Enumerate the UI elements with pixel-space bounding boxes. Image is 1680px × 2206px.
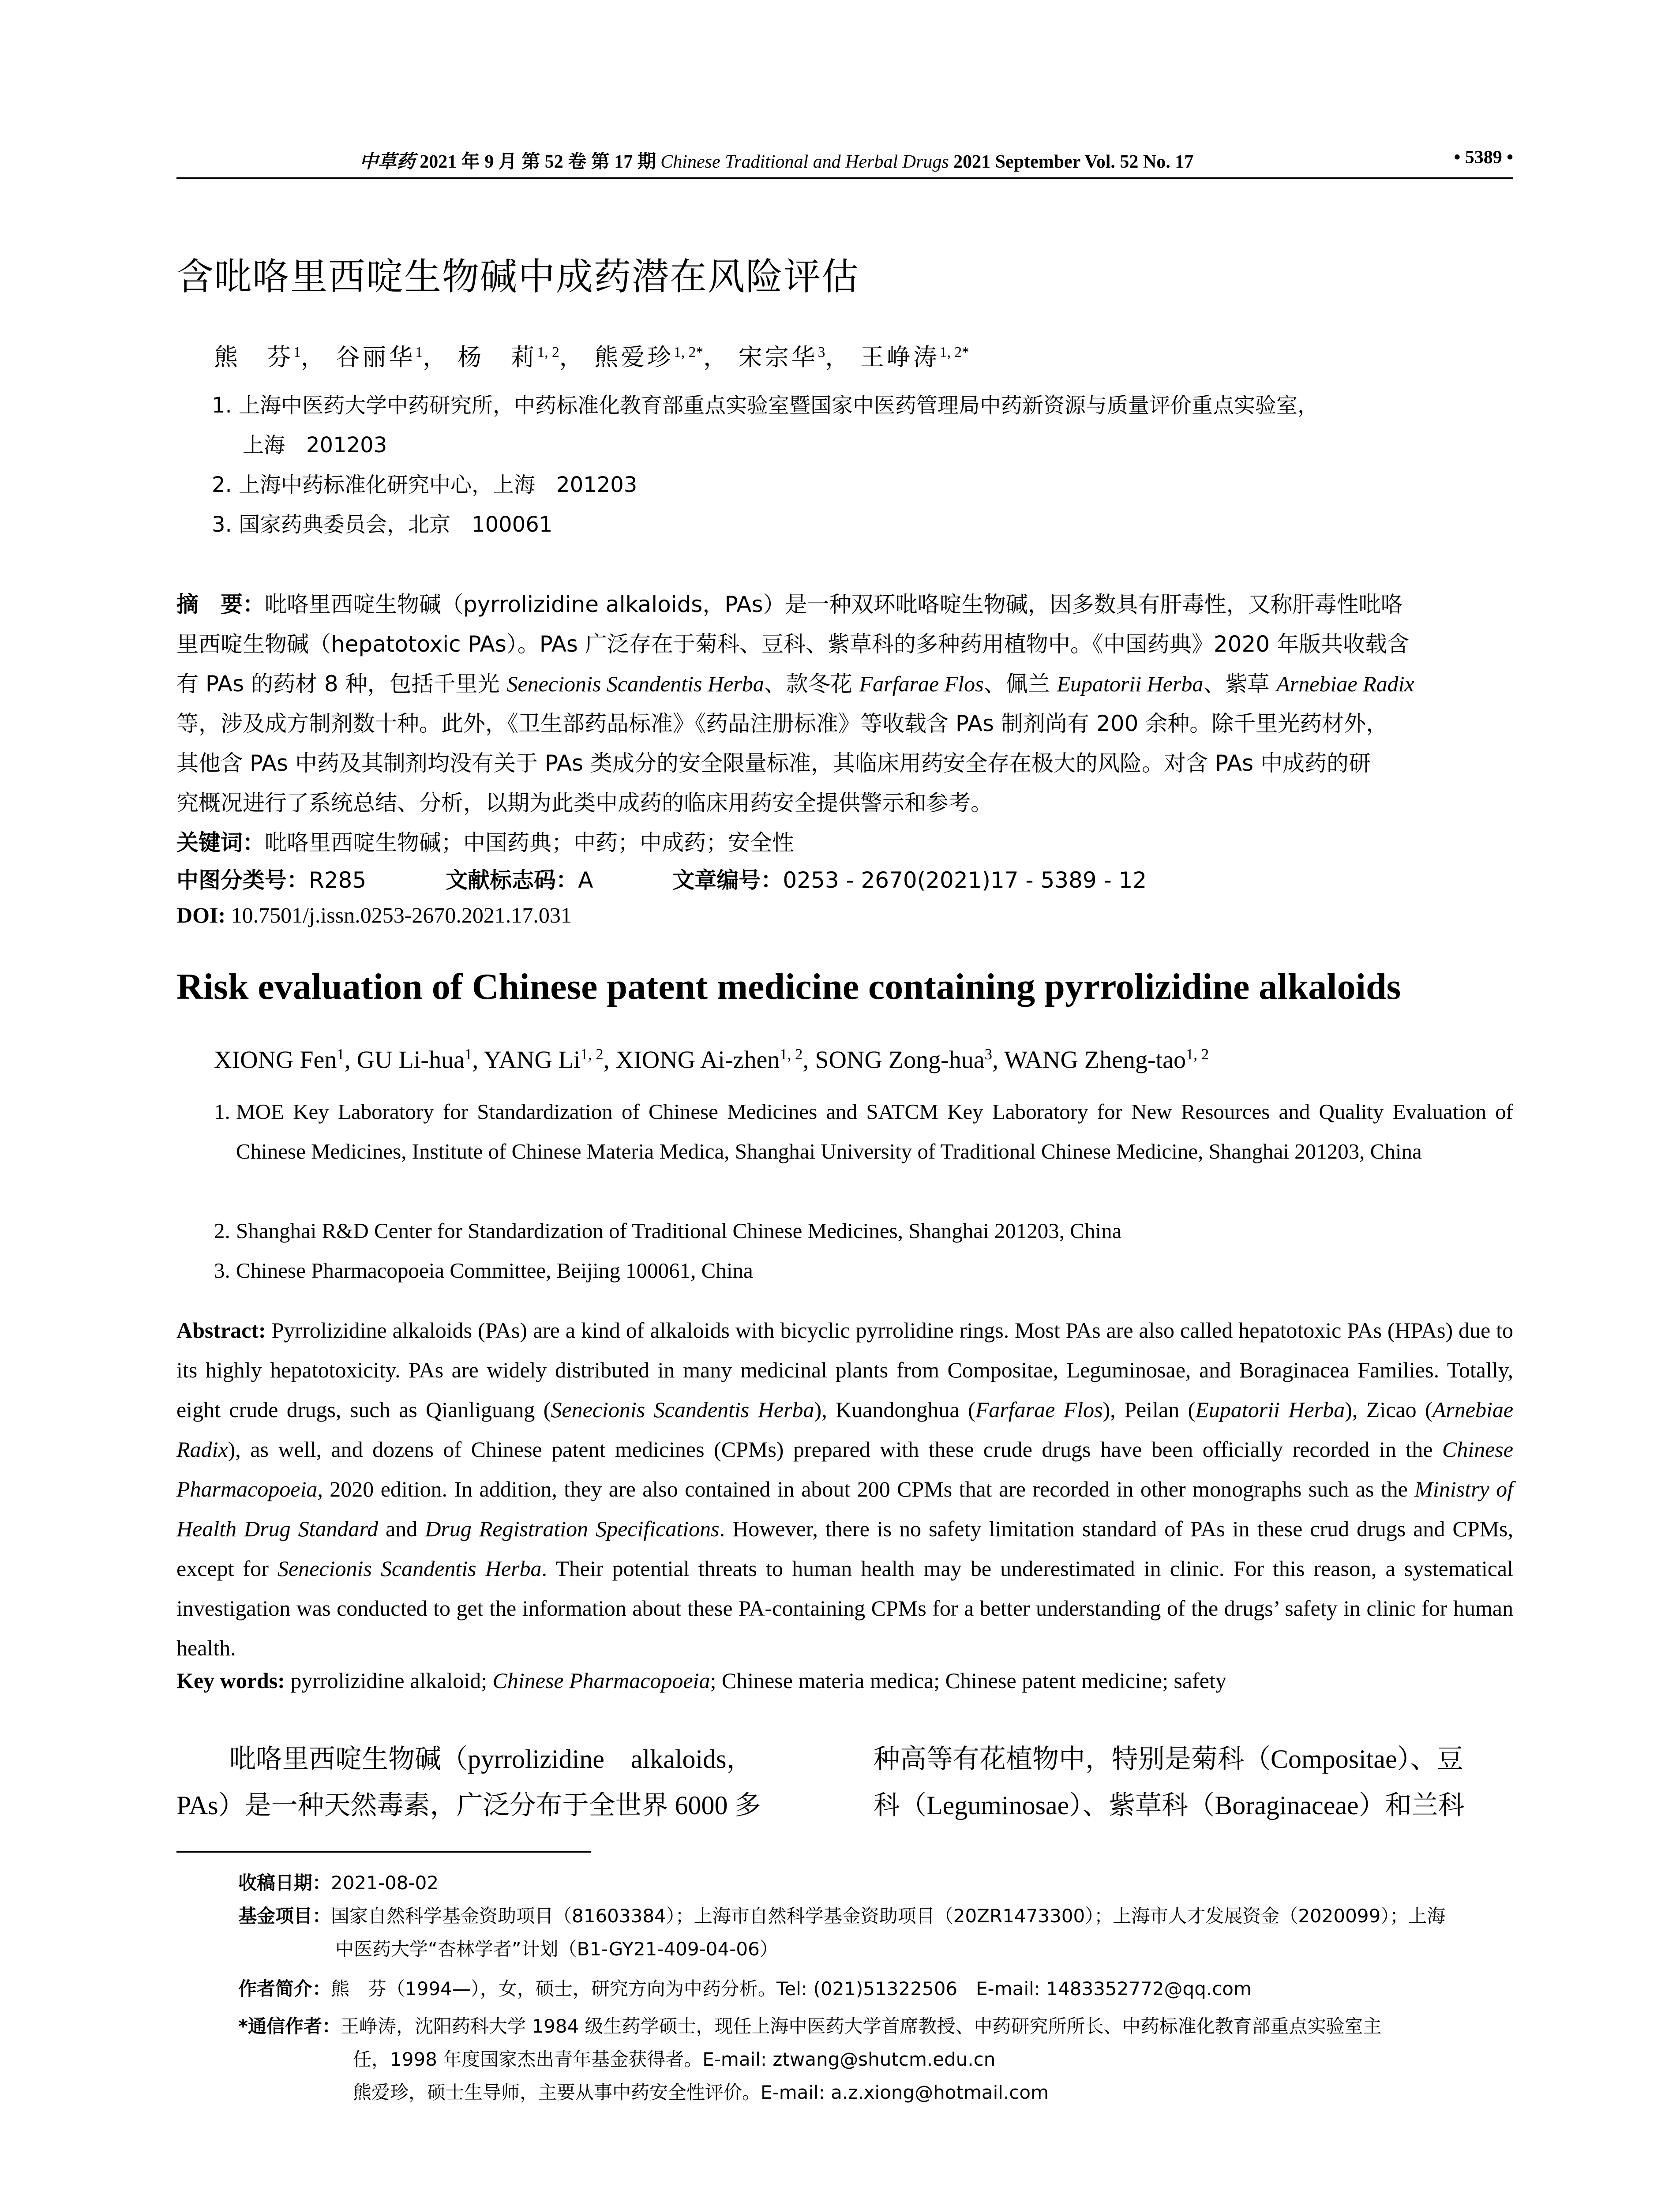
latin-name: Farfarae Flos [859, 672, 984, 696]
abstract-cn-text: 、款冬花 [764, 671, 859, 697]
affiliation-en-num: 2. [214, 1219, 230, 1243]
clc-label: 中图分类号： [176, 867, 309, 893]
abstract-cn-line [176, 587, 1403, 619]
abstract-en-text: Pyrrolizidine alkaloids (PAs) are a kind of alkaloids with bicyclic pyrrolidine rings. Most PAs are also called hepatotoxic PAs (HPAs) due to its highly hepatotoxicity. PAs are widely distributed in many medicinal plants from Compositae, Leguminosae, and Boraginacea Families. Totally, eight crude drugs, such as Qianliguang ( [176, 1318, 1513, 1422]
book-title: Chinese Pharmacopoeia [492, 1668, 710, 1693]
book-title: Chinese Pharmacopoeia [176, 1437, 1513, 1501]
clc-value: R285 [309, 867, 367, 893]
affiliation-en-text: Shanghai R&D Center for Standardization of Traditional Chinese Medicines, Shanghai 201203, China [236, 1219, 1122, 1243]
article-number-value: 0253 - 2670(2021)17 - 5389 - 12 [783, 867, 1147, 893]
author-cn-name: 熊 芬 [214, 344, 293, 371]
footnote-rule [176, 1851, 591, 1853]
issue-en: 2021 September Vol. 52 No. 17 [953, 152, 1194, 172]
keywords-cn-label: 关键词： [176, 830, 265, 855]
affiliation-en-num: 3. [214, 1258, 230, 1283]
abstract-en-label: Abstract: [176, 1318, 266, 1343]
abstract-cn-text: 、佩兰 [983, 671, 1057, 697]
footnote-fund [238, 1902, 1445, 1928]
affiliation-en-num: 1. [214, 1099, 230, 1124]
abstract-cn-line: 其他含 PAs 中药及其制剂均没有关于 PAs 类成分的安全限量标准，其临床用药安全存在极大的风险。对含 PAs 中成药的研 [176, 750, 1371, 776]
journal-name-cn: 中草药 [359, 150, 415, 172]
author-en-sup: 3 [984, 1046, 992, 1063]
abstract-en [176, 1310, 1513, 1668]
author-en-name: GU Li-hua [356, 1046, 465, 1074]
footnote-fund-cont: 中医药大学“杏林学者”计划（B1-GY21-409-04-06） [335, 1938, 778, 1960]
doc-code-label: 文献标志码： [446, 867, 578, 893]
abstract-en-text: ), as well, and dozens of Chinese patent medicines (CPMs) prepared with these crude drugs have been officially recorded in the [228, 1437, 1442, 1462]
latin-name: Senecionis Scandentis Herba [551, 1397, 814, 1422]
doc-code-value: A [578, 867, 593, 893]
journal-info [176, 147, 1376, 173]
keywords-cn [176, 825, 794, 857]
abstract-en-text: ), Peilan ( [1102, 1397, 1196, 1422]
keywords-en-text: pyrrolizidine alkaloid; [285, 1668, 493, 1693]
author-cn-sup: 1, 2* [939, 344, 969, 360]
affiliation-en-2 [214, 1211, 1513, 1251]
author-en-name: YANG Li [484, 1046, 581, 1074]
corresponding-text: 王峥涛，沈阳药科大学 1984 级生药学硕士，现任上海中医药大学首席教授、中药研究所所长、中药标准化教育部重点实验室主 [340, 2015, 1382, 2037]
body-line: 种高等有花植物中，特别是菊科（Compositae）、豆 [874, 1745, 1463, 1774]
running-header [176, 147, 1513, 173]
fund-label: 基金项目： [238, 1905, 331, 1927]
author-cn-name: 宋宗华 [738, 344, 818, 371]
keywords-en-text: ; Chinese materia medica; Chinese patent medicine; safety [710, 1668, 1226, 1693]
author-cn-sup: 1 [415, 344, 423, 360]
received-date: 2021-08-02 [331, 1872, 439, 1894]
abstract-cn-text: 吡咯里西啶生物碱（pyrrolizidine alkaloids，PAs）是一种双环吡咯啶生物碱，因多数具有肝毒性，又称肝毒性吡咯 [265, 592, 1403, 617]
affiliation-cn-1-cont: 上海 201203 [243, 433, 387, 458]
footnote-correspondence-cont: 任，1998 年度国家杰出青年基金获得者。E-mail: ztwang@shutcm.edu.cn [353, 2048, 996, 2070]
abstract-en-text: . Their potential threats to human health may be underestimated in clinic. For this reason, a systematical investigation was conducted to get the information about these PA-containing CPMs for a better understanding of the drugs’ safety in clinic for human health. [176, 1556, 1513, 1660]
page-title-cn: 含吡咯里西啶生物碱中成药潜在风险评估 [176, 255, 860, 298]
abstract-en-text: . However, there is no safety limitation standard of PAs in these crud drugs and CPMs, except for [176, 1516, 1513, 1581]
author-en-sup: 1 [464, 1046, 472, 1063]
authors-en: XIONG Fen$^1$, GU Li-hua$^1$, YANG Li$^{1, 2}$, XIONG Ai-zhen$^{1, 2}$, SONG Zong-hua$^3$, WANG Zheng-tao$^{1, 2}$ [214, 1046, 1209, 1074]
abstract-cn-line: 等，涉及成方制剂数十种。此外，《卫生部药品标准》《药品注册标准》等收载含 PAs 制剂尚有 200 余种。除千里光药材外， [176, 711, 1388, 736]
article-number-label: 文章编号： [672, 867, 783, 893]
abstract-cn-text: 有 PAs 的药材 8 种，包括千里光 [176, 671, 507, 697]
page-title-en: Risk evaluation of Chinese patent medicine containing pyrrolizidine alkaloids [176, 966, 1401, 1007]
abstract-en-text: ), Zicao ( [1345, 1397, 1432, 1422]
footnote-correspondence-2: 熊爱珍，硕士生导师，主要从事中药安全性评价。E-mail: a.z.xiong@hotmail.com [353, 2082, 1049, 2103]
doi-label: DOI: [176, 903, 226, 927]
affiliation-en-text: Chinese Pharmacopoeia Committee, Beijing 100061, China [236, 1258, 753, 1283]
author-en-name: WANG Zheng-tao [1004, 1046, 1186, 1074]
keywords-en-label: Key words: [176, 1668, 285, 1693]
journal-name-en: Chinese Traditional and Herbal Drugs [660, 152, 949, 172]
page-number: • 5389 • [1454, 147, 1513, 168]
authors-cn: 熊 芬$^1$， 谷丽华$^1$， 杨 莉$^{1, 2}$， 熊爱珍$^{1, 2*}$， 宋宗华$^3$， 王峥涛$^{1, 2*}$ [214, 344, 969, 371]
abstract-en-text: , 2020 edition. In addition, they are also contained in about 200 CPMs that are recorded in other monographs such as the [317, 1477, 1415, 1501]
body-column-right [874, 1736, 1513, 1829]
abstract-cn-label: 摘 要： [176, 592, 265, 617]
author-cn-sup: 1, 2 [537, 344, 559, 360]
keywords-cn-text: 吡咯里西啶生物碱；中国药典；中药；中成药；安全性 [265, 830, 794, 855]
abstract-en-text: and [378, 1516, 425, 1541]
abstract-cn-line: 里西啶生物碱（hepatotoxic PAs）。PAs 广泛存在于菊科、豆科、紫草科的多种药用植物中。《中国药典》2020 年版共收载含 [176, 631, 1409, 657]
abstract-cn-line [176, 666, 1414, 698]
author-en-name: XIONG Fen [214, 1046, 337, 1074]
latin-name: Senecionis Scandentis Herba [506, 672, 764, 696]
author-cn-name: 杨 莉 [458, 344, 537, 371]
author-cn-name: 谷丽华 [336, 344, 416, 371]
book-title: Ministry of Health Drug Standard [176, 1477, 1514, 1541]
footnote-author [238, 1974, 1252, 2001]
author-en-sup: 1, 2 [780, 1046, 803, 1063]
affiliation-en-3 [214, 1251, 1513, 1291]
fund-text: 国家自然科学基金资助项目（81603384）；上海市自然科学基金资助项目（20ZR1473300）；上海市人才发展资金（2020099）；上海 [331, 1905, 1446, 1927]
latin-name: Eupatorii Herba [1057, 672, 1204, 696]
book-title: Drug Registration Specifications [425, 1516, 720, 1541]
author-cn-name: 熊爱珍 [594, 344, 674, 371]
doi-value[interactable]: 10.7501/j.issn.0253-2670.2021.17.031 [231, 903, 572, 927]
author-en-name: SONG Zong-hua [815, 1046, 985, 1074]
classification-row [176, 863, 1147, 894]
author-cn-sup: 1 [293, 344, 301, 360]
latin-name: Senecionis Scandentis Herba [278, 1556, 542, 1581]
issue-cn: 2021 年 9 月 第 52 卷 第 17 期 [420, 152, 656, 172]
header-rule [176, 177, 1513, 179]
affiliation-en-1 [214, 1092, 1513, 1171]
received-label: 收稿日期： [238, 1872, 331, 1894]
latin-name: Eupatorii Herba [1195, 1397, 1345, 1422]
affiliation-cn-2: 2. 上海中药标准化研究中心，上海 201203 [212, 473, 638, 497]
abstract-en-text: ), Kuandonghua ( [814, 1397, 975, 1422]
body-line: 科（Leguminosae）、紫草科（Boraginaceae）和兰科 [874, 1791, 1465, 1820]
corresponding-label: *通信作者： [238, 2015, 341, 2037]
affiliation-en-text: MOE Key Laboratory for Standardization of Chinese Medicines and SATCM Key Laboratory for New Resources and Quality Evaluation of Chinese Medicines, Institute of Chinese Materia Medica, Shanghai University of Traditional Chinese Medicine, Shanghai 201203, China [236, 1099, 1513, 1163]
abstract-cn-text: 、紫草 [1203, 671, 1277, 697]
footnote-correspondence [238, 2012, 1382, 2038]
abstract-cn-line: 究概况进行了系统总结、分析，以期为此类中成药的临床用药安全提供警示和参考。 [176, 790, 993, 816]
author-cn-sup: 1, 2* [674, 344, 704, 360]
affiliation-cn-1: 1. 上海中医药大学中药研究所，中药标准化教育部重点实验室暨国家中医药管理局中药新资源与质量评价重点实验室， [212, 393, 1319, 418]
body-line: 吡咯里西啶生物碱（pyrrolizidine alkaloids， [229, 1745, 753, 1774]
body-column-left [176, 1736, 812, 1829]
author-en-sup: 1, 2 [580, 1046, 604, 1063]
affiliation-cn-3: 3. 国家药典委员会，北京 100061 [212, 512, 553, 537]
author-en-sup: 1 [337, 1046, 345, 1063]
keywords-en [176, 1668, 1226, 1693]
author-intro-label: 作者简介： [238, 1978, 331, 2000]
footnote-received [238, 1868, 439, 1895]
author-en-sup: 1, 2 [1186, 1046, 1209, 1063]
latin-name: Farfarae Flos [975, 1397, 1103, 1422]
author-cn-name: 王峥涛 [860, 344, 940, 371]
latin-name: Arnebiae Radix [176, 1397, 1514, 1462]
author-cn-sup: 3 [818, 344, 825, 360]
author-en-name: XIONG Ai-zhen [615, 1046, 780, 1074]
author-intro-text: 熊 芬（1994—），女，硕士，研究方向为中药分析。Tel: (021)51322506 E-mail: 1483352772@qq.com [331, 1978, 1252, 2000]
body-line: PAs）是一种天然毒素，广泛分布于全世界 6000 多 [176, 1791, 761, 1820]
doi [176, 902, 572, 928]
latin-name: Arnebiae Radix [1276, 672, 1414, 696]
